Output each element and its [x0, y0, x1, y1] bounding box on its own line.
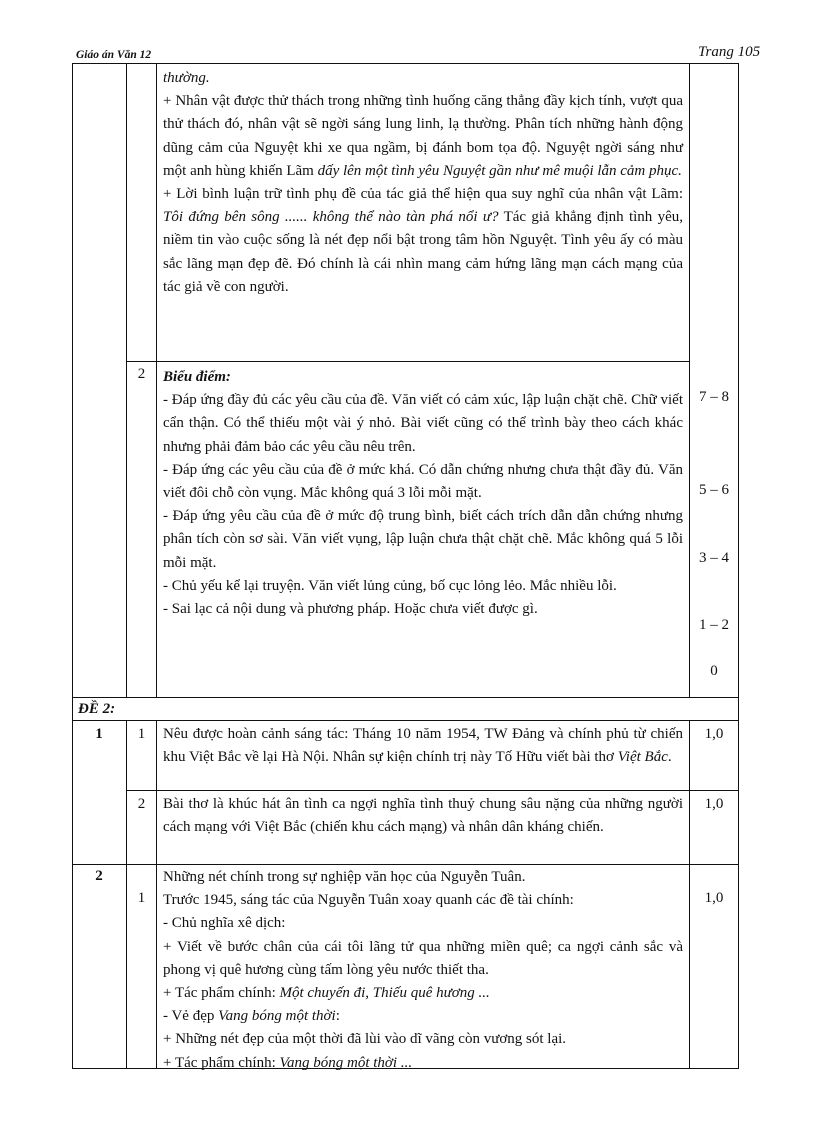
- q1-sub1-text: Nêu được hoàn cảnh sáng tác: Tháng 10 năm 1954, TW Đảng và chính phủ từ chiến khu Việt Bắc về lại Hà Nội. Nhân sự kiện chính trị này Tố Hữu viết bài thơ Việt Bắc.: [163, 726, 683, 766]
- q2-line-3: + Viết về bước chân của cái tôi lãng tử qua những miền quê; ca ngợi cảnh sắc và phong vị quê hương cùng tấm lòng yêu nước thiết tha.: [163, 938, 683, 978]
- q2-line-2: - Chủ nghĩa xê dịch:: [163, 915, 286, 932]
- q1-sub1-score: 1,0: [704, 726, 724, 742]
- works1-titles: Một chuyến đi, Thiếu quê hương ...: [279, 985, 490, 1002]
- score-7-8: 7 – 8: [699, 389, 729, 405]
- row-divider-c: [72, 720, 739, 721]
- col-divider-3: [689, 63, 690, 698]
- q2-text: Những nét chính trong sự nghiệp văn học của Nguyễn Tuân. Trước 1945, sáng tác của Nguyễn Tuân xoay quanh các đề tài chính: - Chủ nghĩa xê dịch: + Viết về bước chân của cái tôi lãng tử qua những miền quê; ca ngợi cảnh sắc và phong vị quê hương cùng tấm lòng yêu nước thiết tha. + Tác phẩm chính: Một chuyến đi, Thiếu quê hương ... - Vẻ đẹp Vang bóng một thời: + Những nét đẹp của một thời đã lùi vào dĩ vãng còn vương sót lại. + Tác phẩm chính: Vang bóng một thời ...: [163, 866, 683, 1075]
- q2-score: 1,0: [704, 890, 724, 906]
- de2-label: ĐỀ 2:: [78, 701, 116, 717]
- header-title: Giáo án Văn 12: [76, 49, 152, 61]
- row-a-para2: + Lời bình luận trữ tình phụ đề của tác giả thể hiện qua suy nghĩ của nhân vật Lãm:: [163, 186, 683, 203]
- q1-sub2-text: Bài thơ là khúc hát ân tình ca ngợi nghĩa tình thuỷ chung sâu nặng của những người cách mạng với Việt Bắc (chiến khu cách mạng) và nhân dân kháng chiến.: [163, 796, 683, 836]
- row-b-num: 2: [137, 366, 146, 382]
- row-divider-d: [126, 790, 739, 791]
- row-divider-a: [126, 361, 690, 362]
- vang-bong-title: Vang bóng một thời: [218, 1008, 336, 1025]
- row-b-item-3: - Đáp ứng yêu cầu của đề ở mức độ trung bình, biết cách trích dẫn dẫn chứng nhưng phân tích còn sơ sài. Văn viết vụng, lập luận chưa thật chặt chẽ. Mắc không quá 5 lỗi mỗi mặt.: [163, 508, 683, 571]
- q1-sub2-score: 1,0: [704, 796, 724, 812]
- score-3-4: 3 – 4: [699, 550, 729, 566]
- row-b-item-4: - Chủ yếu kể lại truyện. Văn viết lủng củng, bố cục lỏng lẻo. Mắc nhiều lỗi.: [163, 577, 617, 594]
- q2-intro: Những nét chính trong sự nghiệp văn học của Nguyễn Tuân.: [163, 869, 526, 885]
- score-5-6: 5 – 6: [699, 482, 729, 498]
- row-a-para1: + Nhân vật được thử thách trong những tình huống căng thẳng đầy kịch tính, vượt qua thử thách đó, nhân vật sẽ ngời sáng lung linh, lạ thường. Phân tích những hành động dũng cảm của Nguyệt khi xe qua ngầm, bị đánh bom tọa độ. Nguyệt ngời sáng như một anh hùng khiến Lãm: [163, 93, 683, 179]
- q2-line-fade: + Những nét đẹp của một thời đã lùi vào dĩ vãng còn vương sót lại.: [163, 1031, 567, 1048]
- row-b-title: Biểu điểm:: [163, 369, 231, 385]
- q1-sub2-num: 2: [137, 796, 146, 812]
- q1-num: 1: [95, 726, 103, 742]
- score-0: 0: [710, 663, 718, 679]
- table-right-border: [738, 63, 739, 1069]
- works2-titles: Vang bóng một thời ...: [279, 1054, 413, 1071]
- q2-num: 2: [95, 868, 103, 884]
- q1-sub1-num: 1: [137, 726, 146, 742]
- row-b-item-2: - Đáp ứng các yêu cầu của đề ở mức khá. Có dẫn chứng nhưng chưa thật đầy đủ. Văn viết đôi chỗ còn vụng. Mắc không quá 3 lỗi mỗi mặt.: [163, 461, 683, 502]
- row-b-text: [163, 366, 683, 621]
- page-number: Trang 105: [698, 44, 761, 60]
- row-a-para2-rest: Tác giả khẳng định tình yêu, niềm tin vào cuộc sống là nét đẹp nổi bật trong tâm hồn Nguyệt. Tình yêu ấy có màu sắc lãng mạn đẹp đẽ. Đó chính là cái nhìn mang cảm hứng lãng mạn cách mạng của tác giả về con người.: [163, 209, 683, 295]
- row-b-item-1: - Đáp ứng đầy đủ các yêu cầu của đề. Văn viết có cảm xúc, lập luận chặt chẽ. Chữ viết cẩn thận. Có thể thiếu một vài ý nhỏ. Bài viết cũng có thể trình bày theo cách khác nhưng phải đảm bảo các yêu cầu nêu trên.: [163, 392, 683, 455]
- table-left-border: [72, 63, 73, 1069]
- row-a-para1-italic: dấy lên một tình yêu Nguyệt gần như mê muội lẫn cảm phục.: [317, 162, 682, 179]
- row-a-text: [163, 67, 683, 299]
- viet-bac-title: Việt Bắc: [617, 749, 668, 766]
- col-divider-2b: [156, 720, 157, 1069]
- col-divider-2: [156, 63, 157, 698]
- table-top-border: [72, 63, 739, 64]
- q2-line-1: Trước 1945, sáng tác của Nguyễn Tuân xoay quanh các đề tài chính:: [163, 892, 574, 909]
- row-divider-e: [72, 864, 739, 865]
- q2-sub-num: 1: [137, 890, 146, 906]
- row-b-item-5: - Sai lạc cả nội dung và phương pháp. Hoặc chưa viết được gì.: [163, 601, 538, 618]
- row-divider-b: [72, 697, 739, 698]
- row-a-para2-italic: Tôi đứng bên sông ...... không thể nào tàn phá nổi ư?: [163, 209, 499, 226]
- row-a-line0: thường.: [163, 70, 210, 86]
- score-1-2: 1 – 2: [699, 617, 729, 633]
